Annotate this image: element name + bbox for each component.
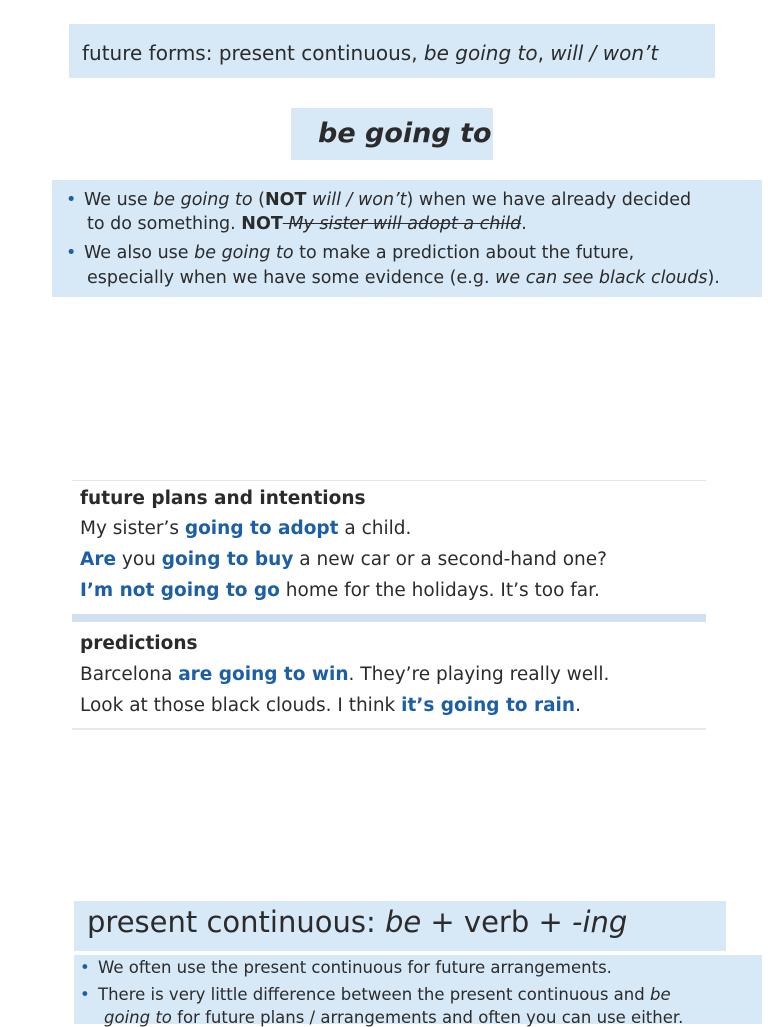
divider (72, 728, 706, 730)
bullet-icon: • (80, 958, 90, 977)
predictions-example-1: Barcelona are going to win. They’re playing really well. (80, 664, 610, 685)
bullet-icon: • (66, 243, 77, 263)
plans-heading: future plans and intentions (80, 488, 366, 509)
plans-example-1: My sister’s going to adopt a child. (80, 518, 412, 539)
rule-2-line-1: • We also use be going to to make a prediction about the future, (66, 243, 635, 263)
pc-rule-2-line-2: going to for future plans / arrangements and often you can use either. (104, 1008, 684, 1027)
plans-example-3: I’m not going to go home for the holidays. It’s too far. (80, 580, 600, 601)
predictions-example-2: Look at those black clouds. I think it’s going to rain. (80, 695, 581, 716)
divider (72, 480, 706, 481)
divider (72, 614, 706, 622)
rule-2-line-2: especially when we have some evidence (e.g. we can see black clouds). (87, 268, 720, 288)
bullet-icon: • (66, 190, 77, 210)
page-title: future forms: present continuous, be going to, will / won’t (82, 41, 659, 65)
plans-example-2: Are you going to buy a new car or a second-hand one? (80, 549, 607, 570)
present-continuous-title: present continuous: be + verb + -ing (87, 905, 628, 939)
bullet-icon: • (80, 985, 90, 1004)
pc-rule-2-line-1: • There is very little difference between the present continuous and be (80, 985, 671, 1004)
section-title: be going to (318, 118, 492, 149)
pc-rule-1: • We often use the present continuous for future arrangements. (80, 958, 612, 977)
predictions-heading: predictions (80, 633, 198, 654)
rule-1-line-2: to do something. NOT My sister will adopt a child. (87, 214, 527, 234)
rule-1-line-1: • We use be going to (NOT will / won’t) when we have already decided (66, 190, 692, 210)
